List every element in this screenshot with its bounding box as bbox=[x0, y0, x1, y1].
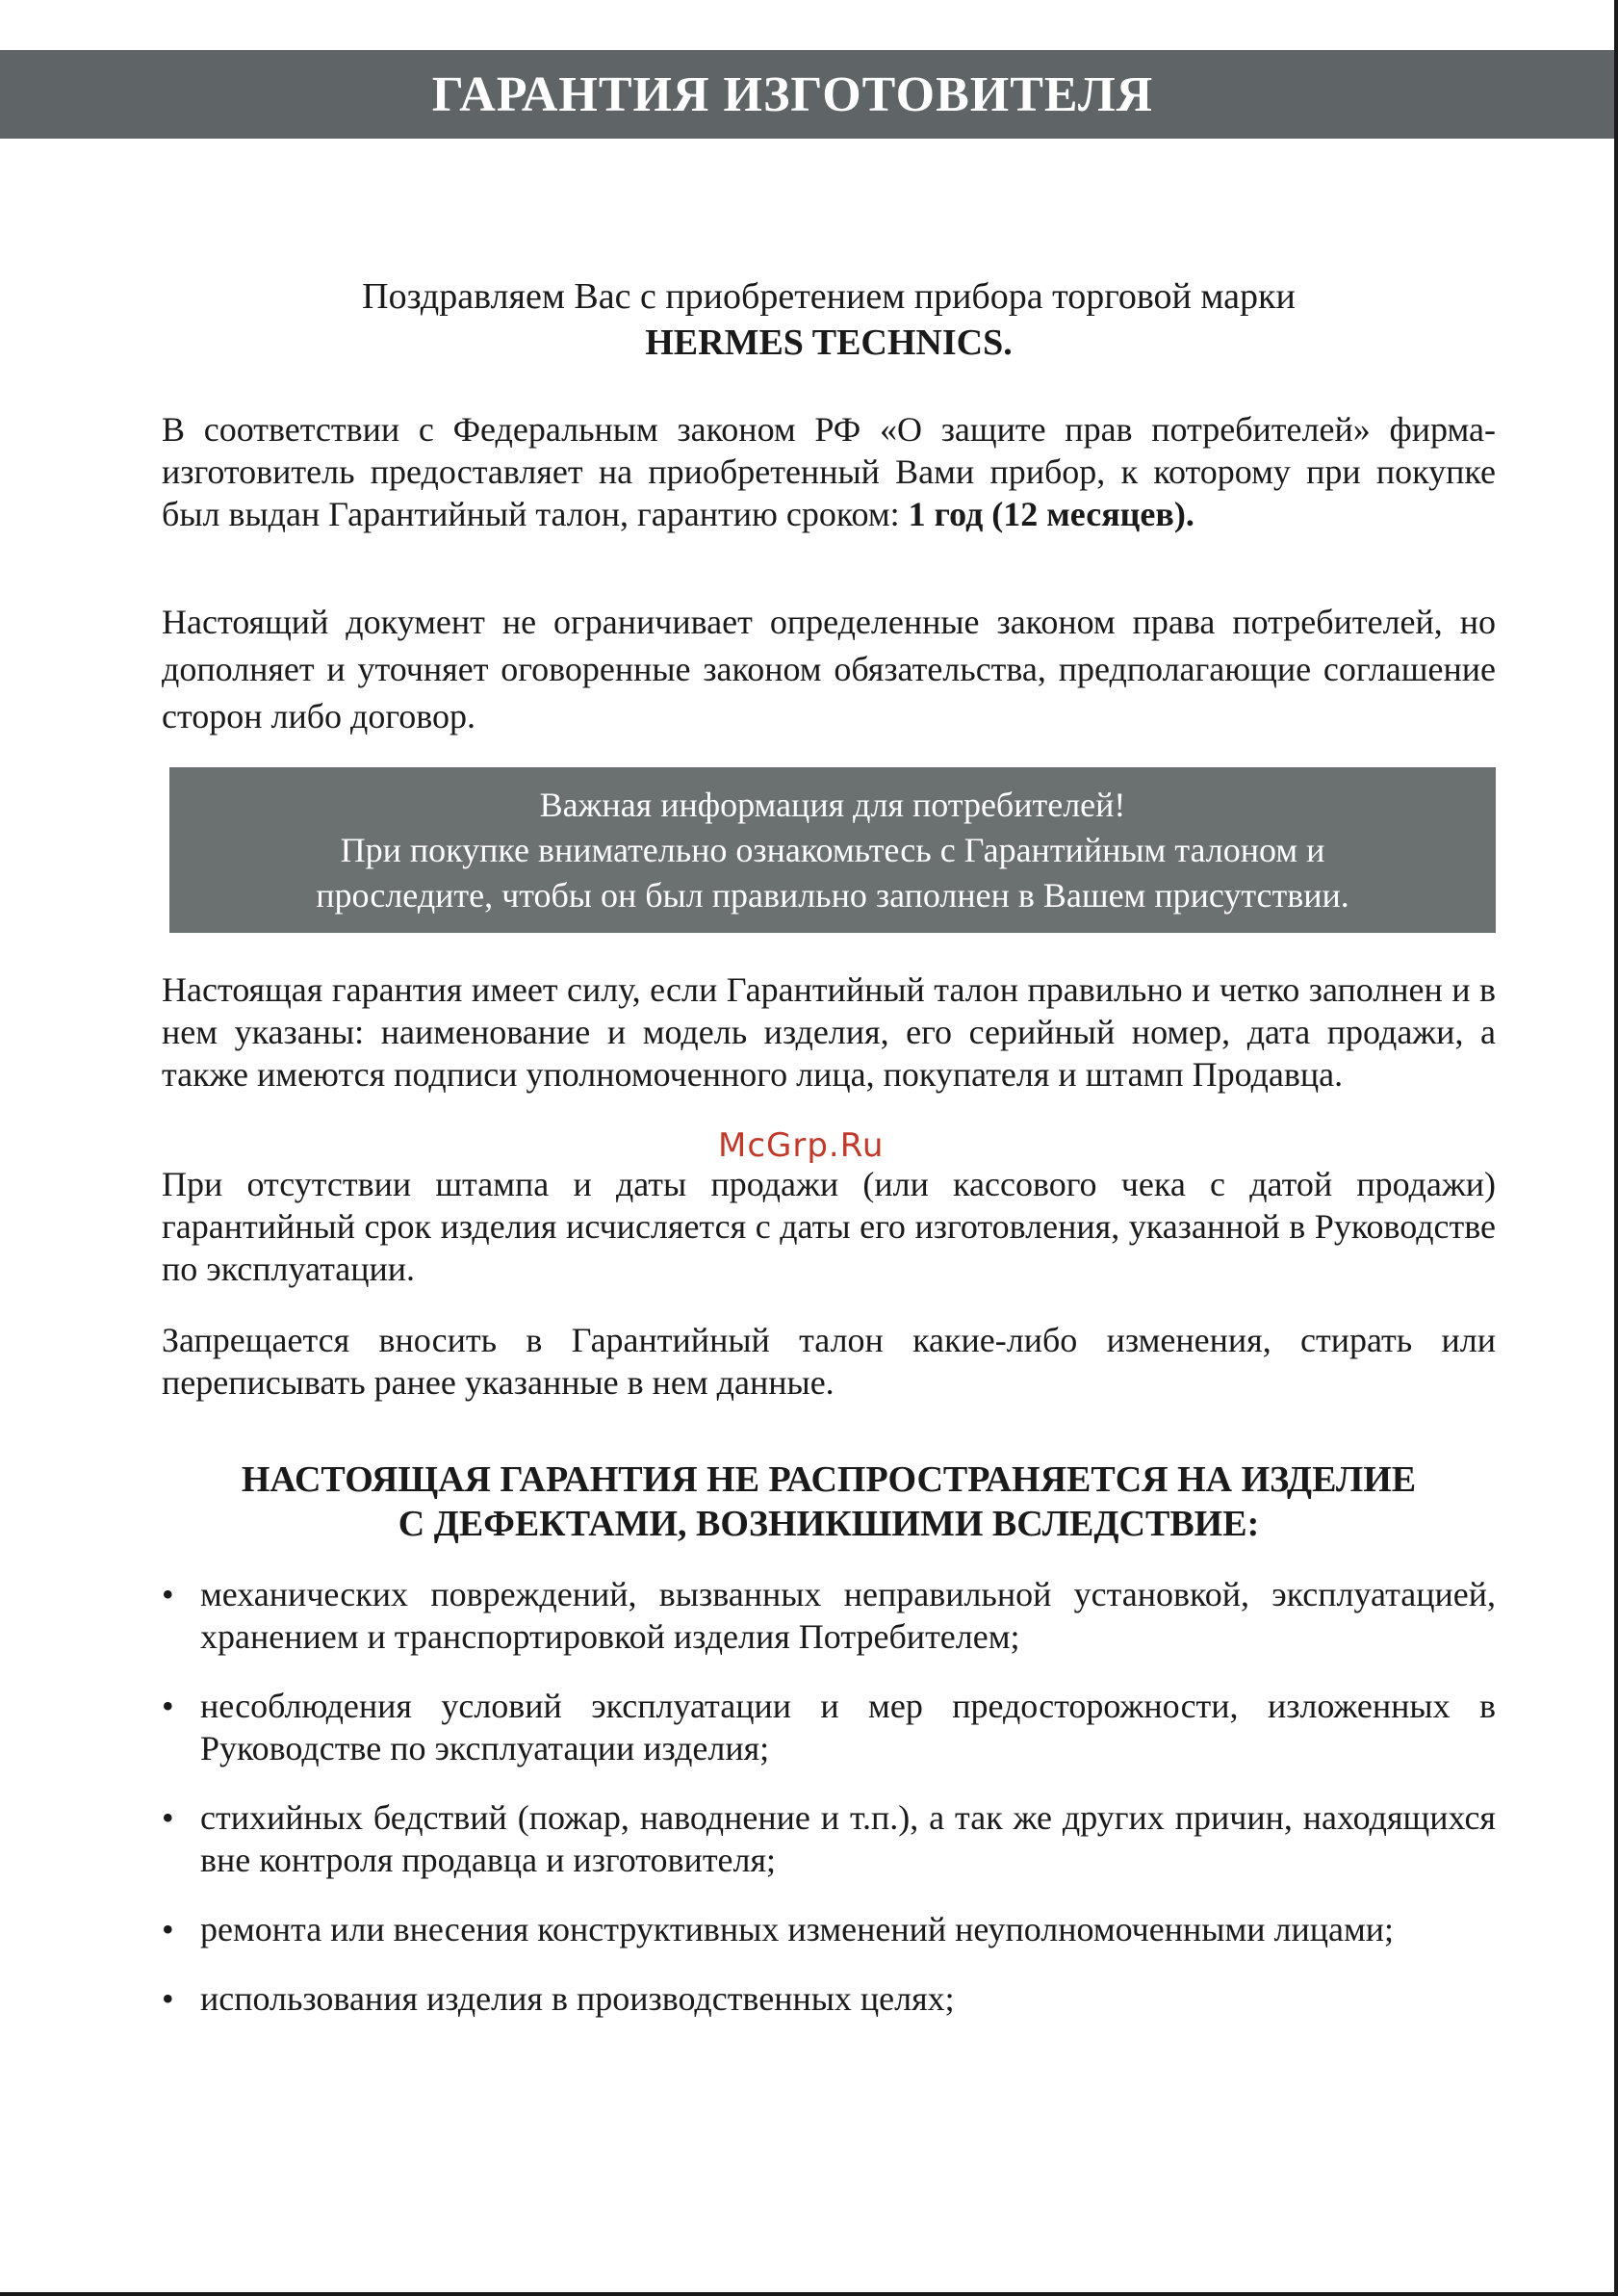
page-edge-line bbox=[1614, 0, 1618, 2296]
exclusions-list bbox=[162, 1573, 1496, 2047]
no-stamp-paragraph: При отсутствии штампа и даты продажи (или кассового чека с датой продажи) гарантийный срок изделия исчисляется с даты его изготовления, указанной в Руководстве по эксплуатации. bbox=[162, 1165, 1496, 1288]
list-item bbox=[162, 1977, 1496, 2020]
notice-line-2: При покупке внимательно ознакомьтесь с Гарантийным талоном и bbox=[340, 830, 1325, 869]
bullet-icon: • bbox=[162, 1575, 174, 1613]
exclusions-title-line-1: НАСТОЯЩАЯ ГАРАНТИЯ НЕ РАСПРОСТРАНЯЕТСЯ НА ИЗДЕЛИЕ bbox=[241, 1459, 1417, 1500]
watermark: McGrp.Ru bbox=[718, 1126, 885, 1165]
list-item-text: использования изделия в производственных целях; bbox=[200, 1979, 955, 2018]
list-item-text: несоблюдения условий эксплуатации и мер предосторожности, изложенных в Руководстве по эксплуатации изделия; bbox=[200, 1687, 1496, 1767]
page-bottom-line bbox=[0, 2292, 1618, 2296]
page-header bbox=[0, 50, 1614, 139]
bullet-icon: • bbox=[162, 1687, 174, 1725]
notice-line-3: проследите, чтобы он был правильно заполнен в Вашем присутствии. bbox=[316, 875, 1349, 915]
greeting-line: Поздравляем Вас с приобретением прибора торговой марки bbox=[362, 276, 1296, 317]
greeting bbox=[162, 273, 1496, 366]
list-item bbox=[162, 1573, 1496, 1658]
important-notice-box bbox=[169, 767, 1496, 933]
warranty-term-text: В соответствии с Федеральным законом РФ «О защите прав потребителей» фирма-изготовитель предоставляет на приобретенный Вами прибор, к которому при покупке был выдан Гарантийный талон, гарантию сроком: bbox=[162, 410, 1496, 533]
list-item-text: механических повреждений, вызванных неправильной установкой, эксплуатацией, хранением и транспортировкой изделия Потребителем; bbox=[200, 1575, 1496, 1656]
validity-paragraph: Настоящая гарантия имеет силу, если Гарантийный талон правильно и четко заполнен и в нем указаны: наименование и модель изделия, его серийный номер, дата продажи, а также имеются подписи уполномоченного лица, покупателя и штамп Продавца. bbox=[162, 970, 1496, 1094]
list-item-text: стихийных бедствий (пожар, наводнение и т.п.), а так же других причин, находящихся вне контроля продавца и изготовителя; bbox=[200, 1798, 1496, 1879]
brand-name: HERMES TECHNICS. bbox=[645, 322, 1013, 363]
notice-line-1: Важная информация для потребителей! bbox=[539, 785, 1126, 824]
list-item bbox=[162, 1908, 1496, 1950]
bullet-icon: • bbox=[162, 1910, 174, 1948]
exclusions-title bbox=[162, 1458, 1496, 1546]
page-title: ГАРАНТИЯ ИЗГОТОВИТЕЛЯ bbox=[431, 66, 1154, 122]
list-item-text: ремонта или внесения конструктивных изменений неуполномоченными лицами; bbox=[200, 1910, 1395, 1948]
warranty-term-duration: 1 год (12 месяцев). bbox=[908, 495, 1194, 533]
list-item bbox=[162, 1796, 1496, 1881]
exclusions-title-line-2: С ДЕФЕКТАМИ, ВОЗНИКШИМИ ВСЛЕДСТВИЕ: bbox=[398, 1504, 1260, 1544]
prohibition-paragraph: Запрещается вносить в Гарантийный талон какие-либо изменения, стирать или переписывать ранее указанные в нем данные. bbox=[162, 1321, 1496, 1402]
scope-paragraph: Настоящий документ не ограничивает определенные законом права потребителей, но дополняет и уточняет оговоренные законом обязательства, предполагающие соглашение сторон либо договор. bbox=[162, 603, 1496, 735]
list-item bbox=[162, 1685, 1496, 1769]
bullet-icon: • bbox=[162, 1979, 174, 2018]
bullet-icon: • bbox=[162, 1798, 174, 1837]
warranty-term-paragraph bbox=[162, 408, 1496, 535]
